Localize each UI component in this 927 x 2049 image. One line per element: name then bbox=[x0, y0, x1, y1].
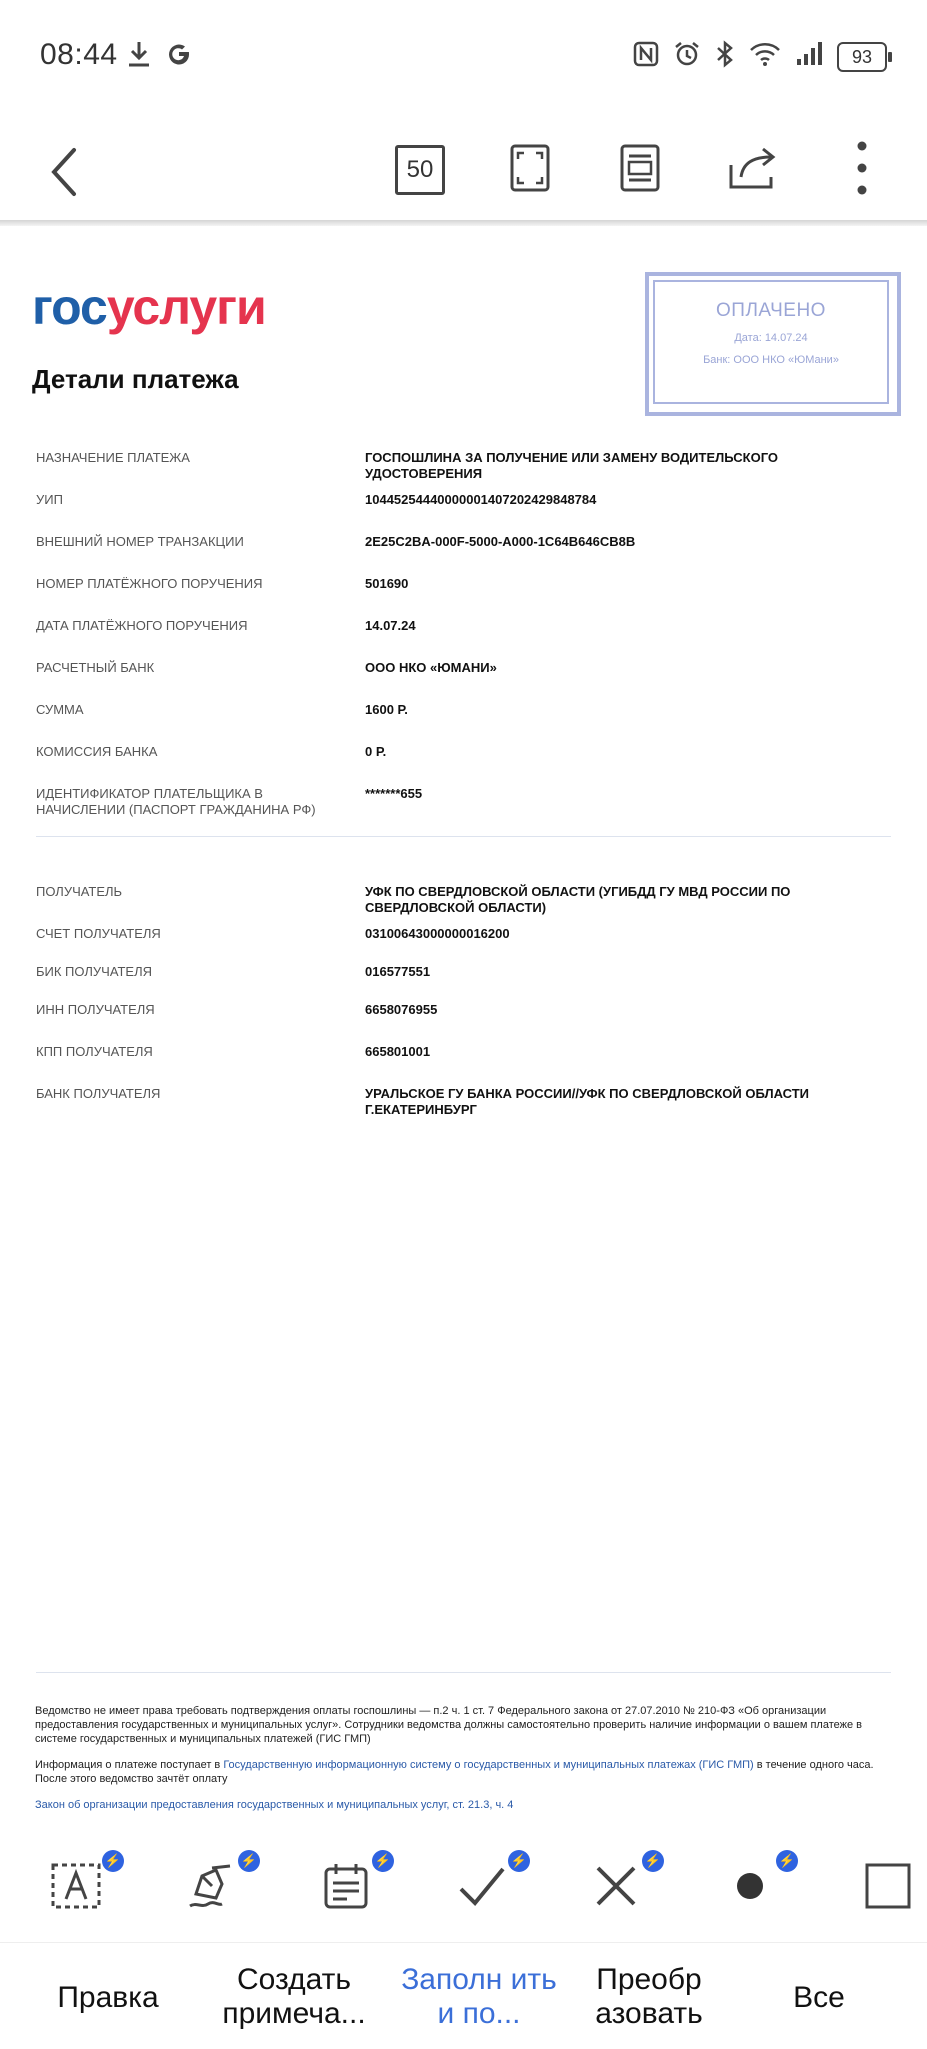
tab-all[interactable]: Все bbox=[793, 1981, 845, 2014]
detail-value: 016577551 bbox=[365, 964, 431, 979]
premium-badge-icon: ⚡ bbox=[238, 1850, 260, 1872]
detail-value: 10445254440000001407202429848784 bbox=[365, 492, 597, 507]
tab-convert[interactable]: Преобр азовать bbox=[595, 1963, 703, 2030]
detail-label: СУММА bbox=[36, 702, 84, 717]
cross-tool[interactable] bbox=[586, 1853, 662, 1918]
paid-stamp bbox=[645, 272, 901, 416]
fill-sign-tools bbox=[0, 1832, 927, 1942]
bottom-tab-bar bbox=[0, 1942, 927, 2049]
document-page[interactable] bbox=[0, 226, 927, 1826]
detail-label: ИНН ПОЛУЧАТЕЛЯ bbox=[36, 1002, 155, 1017]
detail-value: 665801001 bbox=[365, 1044, 431, 1059]
checkmark-tool[interactable] bbox=[452, 1853, 528, 1918]
detail-value: 6658076955 bbox=[365, 1002, 438, 1017]
square-icon bbox=[864, 1862, 912, 1915]
fit-page-icon bbox=[508, 143, 552, 198]
detail-label: КОМИССИЯ БАНКА bbox=[36, 744, 158, 759]
tab-comment[interactable]: Создать примеча... bbox=[222, 1963, 366, 2030]
detail-value: *******655 bbox=[365, 786, 423, 801]
detail-value: 501690 bbox=[365, 576, 409, 591]
more-button[interactable] bbox=[832, 130, 892, 210]
detail-value: 2E25C2BA-000F-5000-A000-1C64B646CB8B bbox=[365, 534, 636, 549]
signal-icon bbox=[795, 41, 823, 72]
viewer-toolbar bbox=[0, 118, 927, 222]
nfc-icon bbox=[633, 41, 659, 72]
footnote-text: Ведомство не имеет права требовать подтверждения оплаты госпошлины — п.2 ч. 1 ст. 7 Федерального закона от 27.07.2010 № 210-ФЗ «Об организации предоставления государственных и муниципальных услуг». Сотрудники ведомства должны самостоятельно проверить наличие информации о вашем платеже в системе государственных и муниципальных платежей (ГИС ГМП) bbox=[35, 1705, 862, 1745]
gis-gmp-link[interactable]: Государственную информационную систему о государственных и муниципальных платежах (ГИС ГМП) bbox=[223, 1759, 754, 1771]
tab-edit[interactable]: Правка bbox=[57, 1981, 159, 2014]
form-date-tool[interactable] bbox=[316, 1853, 392, 1918]
detail-value: 0 Р. bbox=[365, 744, 387, 759]
status-time: 08:44 bbox=[40, 38, 118, 71]
detail-label: СЧЕТ ПОЛУЧАТЕЛЯ bbox=[36, 926, 161, 941]
share-icon bbox=[727, 143, 783, 198]
form-date-icon bbox=[322, 1861, 370, 1916]
detail-label: ДАТА ПЛАТЁЖНОГО ПОРУЧЕНИЯ bbox=[36, 618, 248, 633]
alarm-icon bbox=[673, 40, 701, 73]
battery-indicator: 93 bbox=[837, 42, 887, 72]
detail-label: БАНК ПОЛУЧАТЕЛЯ bbox=[36, 1086, 161, 1101]
wifi-icon bbox=[749, 41, 781, 72]
detail-label: ВНЕШНИЙ НОМЕР ТРАНЗАКЦИИ bbox=[36, 534, 244, 549]
detail-label: БИК ПОЛУЧАТЕЛЯ bbox=[36, 964, 153, 979]
signature-icon bbox=[186, 1860, 238, 1917]
text-box-icon bbox=[50, 1861, 102, 1916]
detail-value: ГОСПОШЛИНА ЗА ПОЛУЧЕНИЕ ИЛИ ЗАМЕНУ ВОДИТЕЛЬСКОГО УДОСТОВЕРЕНИЯ bbox=[365, 450, 779, 481]
premium-badge-icon: ⚡ bbox=[642, 1850, 664, 1872]
premium-badge-icon: ⚡ bbox=[776, 1850, 798, 1872]
text-box-tool[interactable] bbox=[46, 1853, 122, 1918]
detail-value: УФК ПО СВЕРДЛОВСКОЙ ОБЛАСТИ (УГИБДД ГУ МВД РОССИИ ПО СВЕРДЛОВСКОЙ ОБЛАСТИ) bbox=[365, 884, 791, 915]
detail-label: НАЗНАЧЕНИЕ ПЛАТЕЖА bbox=[36, 450, 190, 465]
detail-value: УРАЛЬСКОЕ ГУ БАНКА РОССИИ//УФК ПО СВЕРДЛОВСКОЙ ОБЛАСТИ Г.ЕКАТЕРИНБУРГ bbox=[365, 1086, 809, 1117]
stamp-date: Дата: 14.07.24 bbox=[734, 332, 808, 344]
page-number-icon: 50 bbox=[395, 145, 445, 195]
google-icon bbox=[166, 41, 192, 72]
stamp-bank: Банк: ООО НКО «ЮМани» bbox=[703, 354, 839, 366]
signature-tool[interactable] bbox=[182, 1853, 258, 1918]
dot-tool[interactable] bbox=[720, 1853, 796, 1918]
back-button[interactable] bbox=[42, 130, 90, 210]
view-mode-icon bbox=[618, 143, 662, 198]
section-divider bbox=[36, 836, 891, 837]
premium-badge-icon: ⚡ bbox=[372, 1850, 394, 1872]
detail-value: 1600 Р. bbox=[365, 702, 408, 717]
footnotes bbox=[35, 1704, 895, 1824]
more-icon bbox=[856, 140, 868, 201]
detail-label: УИП bbox=[36, 492, 63, 507]
dot-icon bbox=[735, 1871, 765, 1906]
square-tool[interactable] bbox=[858, 1858, 918, 1918]
bluetooth-icon bbox=[715, 40, 735, 73]
detail-label: ПОЛУЧАТЕЛЬ bbox=[36, 884, 123, 899]
stamp-title: ОПЛАЧЕНО bbox=[716, 300, 826, 321]
tab-fill-sign[interactable]: Заполн ить и по... bbox=[401, 1963, 557, 2030]
detail-label: РАСЧЕТНЫЙ БАНК bbox=[36, 660, 155, 675]
detail-value: 14.07.24 bbox=[365, 618, 416, 633]
cross-icon bbox=[594, 1864, 638, 1913]
detail-value: ООО НКО «ЮМАНИ» bbox=[365, 660, 497, 675]
back-icon bbox=[42, 197, 90, 214]
detail-label: КПП ПОЛУЧАТЕЛЯ bbox=[36, 1044, 153, 1059]
premium-badge-icon: ⚡ bbox=[102, 1850, 124, 1872]
gosuslugi-logo: госуслуги bbox=[32, 279, 266, 335]
law-link[interactable]: Закон об организации предоставления государственных и муниципальных услуг, ст. 21.3, ч. 4 bbox=[35, 1799, 514, 1811]
checkmark-icon bbox=[457, 1863, 507, 1914]
detail-value: 03100643000000016200 bbox=[365, 926, 510, 941]
download-icon bbox=[126, 40, 152, 73]
detail-label: НОМЕР ПЛАТЁЖНОГО ПОРУЧЕНИЯ bbox=[36, 576, 263, 591]
share-button[interactable] bbox=[720, 130, 790, 210]
fit-page-button[interactable] bbox=[500, 130, 560, 210]
page-number-button[interactable] bbox=[390, 130, 450, 210]
page-title: Детали платежа bbox=[32, 364, 239, 394]
detail-label: ИДЕНТИФИКАТОР ПЛАТЕЛЬЩИКА В НАЧИСЛЕНИИ (ПАСПОРТ ГРАЖДАНИНА РФ) bbox=[36, 786, 316, 817]
footnote-text: Информация о платеже поступает в Государственную информационную систему о государственных и муниципальных платежах (ГИС ГМП) в течение одного часа. После этого ведомство зачтёт оплату bbox=[35, 1759, 874, 1785]
status-bar bbox=[0, 0, 927, 118]
premium-badge-icon: ⚡ bbox=[508, 1850, 530, 1872]
footer-divider bbox=[36, 1672, 891, 1673]
view-mode-button[interactable] bbox=[610, 130, 670, 210]
